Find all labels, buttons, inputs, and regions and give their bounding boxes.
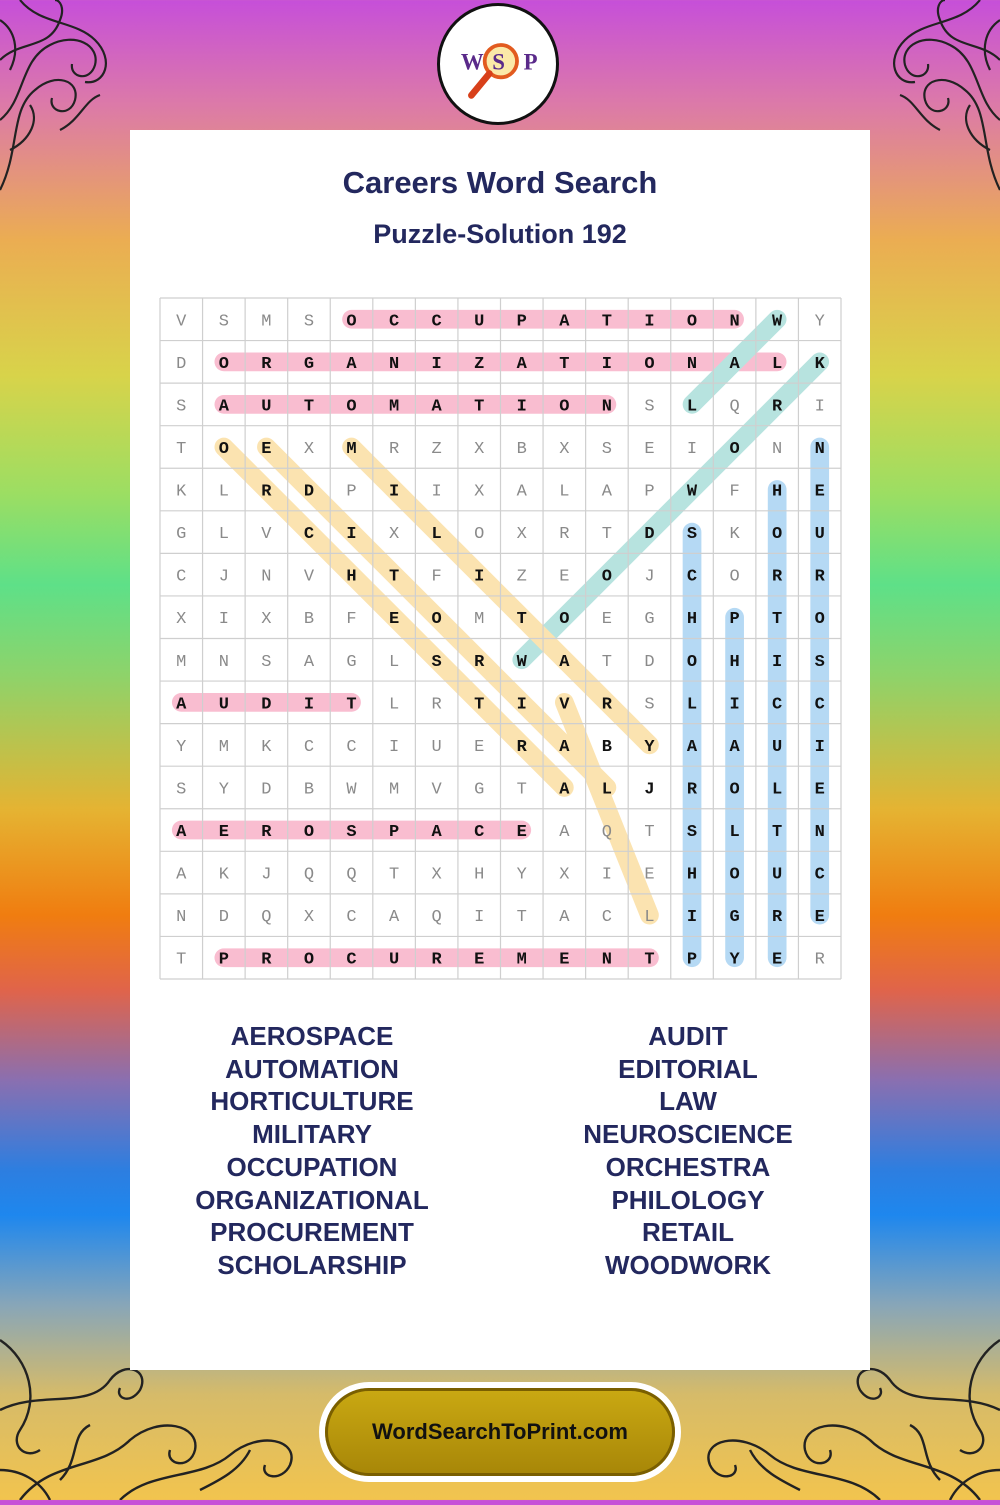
grid-cell[interactable]: A	[303, 652, 315, 672]
grid-cell[interactable]: O	[644, 354, 655, 374]
grid-cell[interactable]: C	[686, 567, 698, 587]
grid-cell[interactable]: H	[474, 865, 485, 885]
grid-cell[interactable]: Y	[218, 780, 229, 800]
grid-cell[interactable]: C	[303, 525, 315, 545]
grid-cell[interactable]: M	[388, 780, 400, 800]
grid-cell[interactable]: I	[516, 397, 527, 417]
grid-cell[interactable]: X	[388, 525, 400, 545]
grid-cell[interactable]: S	[644, 397, 655, 417]
grid-cell[interactable]: W	[772, 312, 783, 332]
grid-cell[interactable]: G	[474, 780, 485, 800]
grid-cell[interactable]: I	[814, 397, 825, 417]
grid-cell[interactable]: A	[559, 652, 570, 672]
word-list-item: AUTOMATION	[225, 1053, 399, 1084]
grid-cell[interactable]: C	[303, 737, 315, 757]
grid-cell[interactable]: O	[303, 823, 315, 843]
grid-cell[interactable]: N	[814, 823, 825, 843]
grid-cell[interactable]: R	[261, 482, 272, 502]
grid-cell[interactable]: J	[644, 780, 655, 800]
grid-cell[interactable]: Q	[601, 823, 613, 843]
grid-cell[interactable]: E	[516, 823, 527, 843]
grid-cell[interactable]: C	[388, 312, 400, 332]
grid-cell[interactable]: C	[346, 950, 357, 970]
grid-cell[interactable]: O	[729, 780, 740, 800]
grid-cell[interactable]: T	[516, 610, 527, 630]
grid-cell[interactable]: E	[601, 610, 613, 630]
grid-cell[interactable]: H	[686, 610, 698, 630]
grid-cell[interactable]: G	[644, 610, 655, 630]
word-list-left	[112, 1020, 512, 1282]
grid-cell[interactable]: O	[686, 312, 698, 332]
grid-cell[interactable]: A	[516, 482, 527, 502]
grid-cell[interactable]: J	[261, 865, 272, 885]
grid-cell[interactable]: L	[772, 354, 783, 374]
grid-cell[interactable]: C	[772, 695, 783, 715]
grid-cell[interactable]: R	[431, 695, 442, 715]
grid-cell[interactable]: O	[346, 312, 357, 332]
grid-cell[interactable]: L	[686, 695, 698, 715]
grid-cell[interactable]: C	[601, 908, 613, 928]
grid-cell[interactable]: N	[388, 354, 400, 374]
grid-cell[interactable]: N	[601, 397, 613, 417]
grid-cell[interactable]: H	[686, 865, 698, 885]
grid-cell[interactable]: T	[176, 439, 187, 459]
grid-cell[interactable]: O	[218, 439, 229, 459]
grid-cell[interactable]: L	[218, 482, 229, 502]
grid-cell[interactable]: E	[474, 737, 485, 757]
grid-cell[interactable]: H	[346, 567, 357, 587]
logo-letter-p: P	[523, 49, 538, 75]
grid-cell[interactable]: L	[601, 780, 613, 800]
grid-cell[interactable]: I	[431, 482, 442, 502]
grid-cell[interactable]: T	[772, 823, 783, 843]
grid-cell[interactable]: C	[346, 737, 357, 757]
grid-cell[interactable]: A	[601, 482, 613, 502]
word-list-right	[488, 1020, 888, 1282]
grid-cell[interactable]: R	[431, 950, 442, 970]
grid-cell[interactable]: A	[559, 823, 570, 843]
grid-cell[interactable]: T	[474, 695, 485, 715]
grid-cell[interactable]: E	[218, 823, 229, 843]
grid-cell[interactable]: T	[474, 397, 485, 417]
grid-cell[interactable]: X	[559, 865, 570, 885]
grid-cell[interactable]: A	[218, 397, 229, 417]
grid-cell[interactable]: D	[261, 695, 272, 715]
grid-cell[interactable]: R	[772, 567, 783, 587]
word-list-item: PROCUREMENT	[210, 1217, 414, 1248]
grid-cell[interactable]: E	[559, 950, 570, 970]
grid-cell[interactable]: N	[814, 439, 825, 459]
grid-cell[interactable]: G	[346, 652, 357, 672]
grid-cell[interactable]: T	[346, 695, 357, 715]
grid-cell[interactable]: S	[644, 695, 655, 715]
grid-cell[interactable]: T	[601, 312, 613, 332]
grid-cell[interactable]: X	[474, 482, 485, 502]
grid-cell[interactable]: J	[218, 567, 229, 587]
grid-cell[interactable]: S	[218, 312, 229, 332]
grid-cell[interactable]: X	[559, 439, 570, 459]
grid-cell[interactable]: R	[686, 780, 698, 800]
grid-cell[interactable]: R	[474, 652, 485, 672]
grid-cell[interactable]: S	[814, 652, 825, 672]
grid-cell[interactable]: O	[814, 610, 825, 630]
grid-cell[interactable]: W	[686, 482, 698, 502]
grid-cell[interactable]: E	[814, 780, 825, 800]
grid-cell[interactable]: Y	[176, 737, 187, 757]
puzzle-subtitle: Puzzle-Solution 192	[373, 219, 627, 249]
grid-cell[interactable]: U	[431, 737, 442, 757]
grid-cell[interactable]: S	[431, 652, 442, 672]
word-list-item: PHILOLOGY	[611, 1184, 765, 1215]
grid-cell[interactable]: I	[474, 567, 485, 587]
grid-cell[interactable]: U	[474, 312, 485, 332]
word-list-item: RETAIL	[642, 1217, 734, 1248]
grid-cell[interactable]: S	[176, 397, 187, 417]
grid-cell[interactable]: Q	[261, 908, 272, 928]
grid-cell[interactable]: I	[346, 525, 357, 545]
grid-cell[interactable]: L	[388, 695, 400, 715]
grid-cell[interactable]: E	[772, 950, 783, 970]
grid-cell[interactable]: A	[388, 908, 400, 928]
grid-cell[interactable]: Z	[516, 567, 527, 587]
grid-cell[interactable]: M	[474, 610, 485, 630]
grid-cell[interactable]: L	[431, 525, 442, 545]
grid-cell[interactable]: F	[729, 482, 740, 502]
grid-cell[interactable]: A	[176, 865, 187, 885]
grid-cell[interactable]: A	[176, 695, 187, 715]
grid-cell[interactable]: M	[388, 397, 400, 417]
grid-cell[interactable]: R	[772, 397, 783, 417]
grid-cell[interactable]: H	[729, 652, 740, 672]
grid-cell[interactable]: M	[218, 737, 229, 757]
grid-cell[interactable]: S	[261, 652, 272, 672]
grid-cell[interactable]: U	[814, 525, 825, 545]
grid-cell[interactable]: A	[559, 737, 570, 757]
grid-cell[interactable]: Z	[474, 354, 485, 374]
grid-cell[interactable]: E	[474, 950, 485, 970]
grid-cell[interactable]: I	[686, 439, 698, 459]
grid-cell[interactable]: T	[644, 950, 655, 970]
grid-cell[interactable]: V	[559, 695, 570, 715]
grid-cell[interactable]: T	[601, 525, 613, 545]
grid-cell[interactable]: I	[772, 652, 783, 672]
grid-cell[interactable]: Z	[431, 439, 442, 459]
word-list-item: MILITARY	[252, 1119, 372, 1150]
grid-cell[interactable]: R	[261, 823, 272, 843]
word-list-item: SCHOLARSHIP	[217, 1249, 407, 1280]
grid-cell[interactable]: I	[729, 695, 740, 715]
letter-grid	[160, 298, 841, 979]
grid-cell[interactable]: A	[729, 737, 740, 757]
grid-cell[interactable]: E	[644, 865, 655, 885]
grid-cell[interactable]: K	[261, 737, 272, 757]
grid-cell[interactable]: P	[729, 610, 740, 630]
grid-cell[interactable]: Y	[729, 950, 740, 970]
grid-cell[interactable]: V	[176, 312, 187, 332]
grid-cell[interactable]: E	[261, 439, 272, 459]
grid-cell[interactable]: I	[516, 695, 527, 715]
grid-cell[interactable]: R	[261, 950, 272, 970]
grid-cell[interactable]: C	[474, 823, 485, 843]
grid-cell[interactable]: A	[729, 354, 740, 374]
grid-cell[interactable]: R	[772, 908, 783, 928]
grid-cell[interactable]: U	[388, 950, 400, 970]
logo-letter-s: S	[492, 49, 505, 75]
grid-cell[interactable]: M	[516, 950, 527, 970]
grid-cell[interactable]: U	[218, 695, 229, 715]
grid-cell[interactable]: F	[431, 567, 442, 587]
grid-cell[interactable]: T	[388, 865, 400, 885]
grid-cell[interactable]: C	[431, 312, 442, 332]
grid-cell[interactable]: H	[772, 482, 783, 502]
grid-cell[interactable]: T	[388, 567, 400, 587]
grid-cell[interactable]: R	[388, 439, 400, 459]
grid-cell[interactable]: B	[601, 737, 613, 757]
wsp-logo	[437, 3, 559, 125]
word-list-item: AEROSPACE	[230, 1021, 394, 1051]
grid-cell[interactable]: L	[686, 397, 698, 417]
grid-cell[interactable]: Q	[729, 397, 740, 417]
grid-cell[interactable]: G	[303, 354, 315, 374]
grid-cell[interactable]: Q	[431, 908, 442, 928]
grid-cell[interactable]: X	[303, 908, 315, 928]
grid-cell[interactable]: S	[686, 823, 698, 843]
grid-cell[interactable]: O	[729, 439, 740, 459]
grid-cell[interactable]: X	[516, 525, 527, 545]
grid-cell[interactable]: N	[218, 652, 229, 672]
grid-cell[interactable]: T	[559, 354, 570, 374]
grid-cell[interactable]: O	[559, 397, 570, 417]
grid-cell[interactable]: B	[303, 610, 315, 630]
grid-cell[interactable]: I	[601, 865, 613, 885]
word-list-item: NEUROSCIENCE	[583, 1119, 793, 1150]
site-footer-badge[interactable]: WordSearchToPrint.com	[325, 1388, 675, 1476]
word-list-item: HORTICULTURE	[210, 1086, 414, 1117]
word-list-item: ORCHESTRA	[605, 1151, 771, 1182]
grid-cell[interactable]: O	[729, 567, 740, 587]
grid-cell[interactable]: I	[644, 312, 655, 332]
grid-cell[interactable]: A	[431, 397, 442, 417]
grid-cell[interactable]: O	[431, 610, 442, 630]
grid-cell[interactable]: Y	[516, 865, 527, 885]
grid-cell[interactable]: V	[303, 567, 315, 587]
grid-cell[interactable]: L	[729, 823, 740, 843]
grid-cell[interactable]: R	[516, 737, 527, 757]
grid-cell[interactable]: N	[729, 312, 740, 332]
grid-cell[interactable]: O	[303, 950, 315, 970]
grid-cell[interactable]: T	[176, 950, 187, 970]
grid-cell[interactable]: S	[601, 439, 613, 459]
grid-cell[interactable]: R	[559, 525, 570, 545]
grid-cell[interactable]: V	[431, 780, 442, 800]
grid-cell[interactable]: A	[516, 354, 527, 374]
grid-cell[interactable]: L	[388, 652, 400, 672]
grid-cell[interactable]: R	[261, 354, 272, 374]
grid-cell[interactable]: O	[559, 610, 570, 630]
grid-cell[interactable]: R	[814, 567, 825, 587]
word-list-item: ORGANIZATIONAL	[195, 1184, 429, 1215]
grid-cell[interactable]: U	[772, 737, 783, 757]
grid-cell[interactable]: E	[559, 567, 570, 587]
grid-cell[interactable]: I	[388, 482, 400, 502]
grid-cell[interactable]: K	[729, 525, 740, 545]
grid-cell[interactable]: T	[516, 908, 527, 928]
grid-cell[interactable]: E	[644, 439, 655, 459]
grid-cell[interactable]: N	[176, 908, 187, 928]
grid-cell[interactable]: P	[644, 482, 655, 502]
grid-cell[interactable]: E	[814, 908, 825, 928]
word-list-item: WOODWORK	[604, 1249, 772, 1280]
grid-cell[interactable]: O	[686, 652, 698, 672]
grid-cell[interactable]: I	[474, 908, 485, 928]
grid-cell[interactable]: L	[218, 525, 229, 545]
grid-cell[interactable]: F	[346, 610, 357, 630]
grid-cell[interactable]: D	[644, 652, 655, 672]
word-list-item: OCCUPATION	[226, 1151, 398, 1182]
grid-cell[interactable]: L	[559, 482, 570, 502]
grid-cell[interactable]: R	[601, 695, 613, 715]
grid-cell[interactable]: X	[431, 865, 442, 885]
grid-cell[interactable]: A	[431, 823, 442, 843]
grid-cell[interactable]: T	[516, 780, 527, 800]
word-list-item: LAW	[659, 1086, 717, 1117]
grid-cell[interactable]: N	[261, 567, 272, 587]
grid-cell[interactable]: Q	[303, 865, 315, 885]
grid-cell[interactable]: D	[218, 908, 229, 928]
grid-cell[interactable]: A	[559, 312, 570, 332]
grid-cell[interactable]: A	[176, 823, 187, 843]
grid-cell[interactable]: U	[261, 397, 272, 417]
puzzle-title: Careers Word Search	[342, 165, 658, 200]
grid-cell[interactable]: T	[601, 652, 613, 672]
grid-cell[interactable]: C	[814, 695, 825, 715]
grid-cell[interactable]: S	[303, 312, 315, 332]
grid-cell[interactable]: C	[176, 567, 187, 587]
grid-cell[interactable]: W	[346, 780, 357, 800]
grid-cell[interactable]: T	[644, 823, 655, 843]
grid-cell[interactable]: P	[346, 482, 357, 502]
grid-cell[interactable]: A	[559, 908, 570, 928]
grid-cell[interactable]: Y	[814, 312, 825, 332]
grid-cell[interactable]: P	[686, 950, 698, 970]
grid-cell[interactable]: D	[261, 780, 272, 800]
grid-cell[interactable]: Q	[346, 865, 357, 885]
grid-cell[interactable]: W	[516, 652, 527, 672]
grid-cell[interactable]: U	[772, 865, 783, 885]
grid-cell[interactable]: A	[346, 354, 357, 374]
grid-cell[interactable]: S	[176, 780, 187, 800]
grid-cell[interactable]: I	[431, 354, 442, 374]
grid-cell[interactable]: P	[516, 312, 527, 332]
grid-cell[interactable]: E	[388, 610, 400, 630]
grid-cell[interactable]: X	[261, 610, 272, 630]
grid-cell[interactable]: P	[388, 823, 400, 843]
grid-cell[interactable]: K	[814, 354, 825, 374]
grid-cell[interactable]: N	[772, 439, 783, 459]
word-list-item: EDITORIAL	[618, 1053, 758, 1084]
grid-cell[interactable]: T	[772, 610, 783, 630]
grid-cell[interactable]: P	[218, 950, 229, 970]
grid-cell[interactable]: M	[261, 312, 272, 332]
grid-cell[interactable]: X	[474, 439, 485, 459]
grid-cell[interactable]: S	[346, 823, 357, 843]
grid-cell[interactable]: I	[388, 737, 400, 757]
grid-cell[interactable]: C	[814, 865, 825, 885]
grid-cell[interactable]: Y	[644, 737, 655, 757]
grid-cell[interactable]: N	[601, 950, 613, 970]
grid-cell[interactable]: I	[218, 610, 229, 630]
grid-cell[interactable]: O	[346, 397, 357, 417]
grid-cell[interactable]: L	[772, 780, 783, 800]
grid-cell[interactable]: G	[176, 525, 187, 545]
grid-cell[interactable]: B	[303, 780, 315, 800]
grid-cell[interactable]: M	[176, 652, 187, 672]
grid-cell[interactable]: D	[176, 354, 187, 374]
grid-cell[interactable]: N	[686, 354, 698, 374]
word-list-item: AUDIT	[648, 1021, 728, 1051]
grid-cell[interactable]: J	[644, 567, 655, 587]
grid-cell[interactable]: A	[686, 737, 698, 757]
grid-cell[interactable]: V	[261, 525, 272, 545]
grid-cell[interactable]: O	[601, 567, 613, 587]
grid-cell[interactable]: E	[814, 482, 825, 502]
grid-cell[interactable]: I	[814, 737, 825, 757]
grid-cell[interactable]: X	[303, 439, 315, 459]
grid-cell[interactable]: O	[772, 525, 783, 545]
grid-cell[interactable]: O	[474, 525, 485, 545]
grid-cell[interactable]: K	[176, 482, 187, 502]
grid-cell[interactable]: D	[303, 482, 315, 502]
grid-cell[interactable]: O	[729, 865, 740, 885]
grid-cell[interactable]: C	[346, 908, 357, 928]
grid-cell[interactable]: S	[686, 525, 698, 545]
logo-letter-w: W	[460, 49, 484, 75]
grid-cell[interactable]: R	[814, 950, 825, 970]
grid-cell[interactable]: I	[303, 695, 315, 715]
grid-cell[interactable]: L	[644, 908, 655, 928]
grid-cell[interactable]: B	[516, 439, 527, 459]
grid-cell[interactable]: D	[644, 525, 655, 545]
grid-cell[interactable]: A	[559, 780, 570, 800]
grid-cell[interactable]: G	[729, 908, 740, 928]
grid-cell[interactable]: O	[218, 354, 229, 374]
grid-cell[interactable]: I	[601, 354, 613, 374]
grid-cell[interactable]: I	[686, 908, 698, 928]
grid-cell[interactable]: X	[176, 610, 187, 630]
grid-cell[interactable]: T	[303, 397, 315, 417]
grid-cell[interactable]: M	[346, 439, 357, 459]
grid-cell[interactable]: K	[218, 865, 229, 885]
